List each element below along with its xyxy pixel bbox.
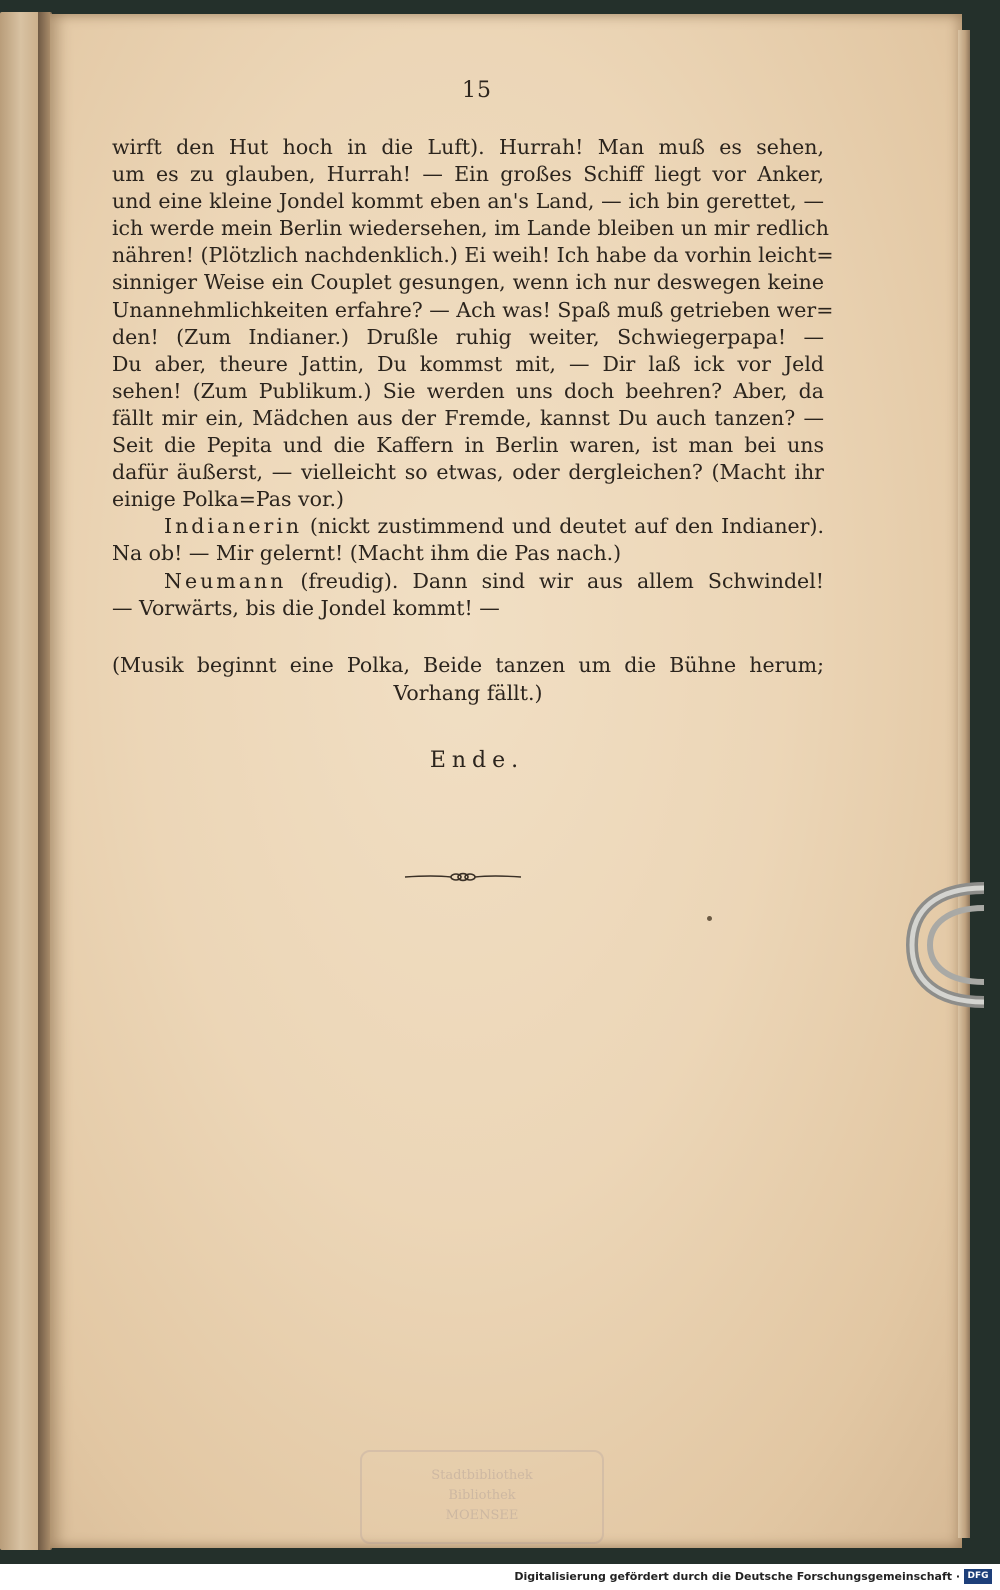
body-line: dafür äußerst, — vielleicht so etwas, oder dergleichen? (Macht ihr [112,460,824,485]
body-line: einige Polka=Pas vor.) [112,487,345,512]
body-line: den! (Zum Indianer.) Drußle ruhig weiter, Schwiegerpapa! — [112,324,824,349]
speaker-indianerin: Indianerin [164,514,303,539]
body-line: Unannehmlichkeiten erfahre? — Ach was! Spaß muß getrieben wer= [112,297,834,322]
stamp-line-2: Bibliothek [448,1488,516,1503]
library-stamp [360,1450,604,1544]
body-line: sinniger Weise ein Couplet gesungen, wenn ich nur deswegen keine [112,270,824,295]
page-number: 15 [462,78,492,103]
ornament-divider [403,870,523,884]
body-line: ich werde mein Berlin wiedersehen, im Lande bleiben un mir redlich [112,216,829,241]
ink-speck [707,916,712,921]
body-line: Du aber, theure Jattin, Du kommst mit, — Dir laß ick vor Jeld [112,351,824,376]
speaker-neumann: Neumann [164,568,287,593]
indianerin-line-1 [112,513,824,540]
page-stack-edge [958,30,970,1538]
stamp-line-1: Stadtbibliothek [431,1468,533,1483]
stage-direction-line-2: Vorhang fällt.) [393,680,543,705]
footer-bar [0,1564,1000,1590]
footer-credit: Digitalisierung gefördert durch die Deutsche Forschungsgemeinschaft · [514,1570,960,1583]
body-line: Seit die Pepita und die Kaffern in Berlin waren, ist man bei uns [112,433,824,458]
neumann-line-1 [112,568,824,595]
paper-clip [906,880,986,1010]
book-gutter [38,12,50,1550]
neumann-line-2: — Vorwärts, bis die Jondel kommt! — [112,595,500,620]
stamp-text [362,1466,602,1526]
neumann-speech: (freudig). Dann sind wir aus allem Schwindel! [300,568,824,593]
indianerin-line-2: Na ob! — Mir gelernt! (Macht ihm die Pas nach.) [112,541,622,566]
body-line: sehen! (Zum Publikum.) Sie werden uns doch beehren? Aber, da [112,378,824,403]
stage-direction [112,652,824,707]
body-text [112,134,834,622]
indianerin-direction: (nickt zustimmend und deutet auf den Indianer). [309,514,824,539]
body-line: um es zu glauben, Hurrah! — Ein großes Schiff liegt vor Anker, [112,162,824,187]
ende-heading: Ende. [429,748,525,773]
body-line: fällt mir ein, Mädchen aus der Fremde, kannst Du auch tanzen? — [112,405,824,430]
stamp-line-3: MOENSEE [445,1508,519,1523]
stage-direction-line-1: (Musik beginnt eine Polka, Beide tanzen um die Bühne herum; [112,653,824,677]
body-line: wirft den Hut hoch in die Luft). Hurrah! Man muß es sehen, [112,135,824,159]
body-line: und eine kleine Jondel kommt eben an's Land, — ich bin gerettet, — [112,189,824,214]
body-line: nähren! (Plötzlich nachdenklich.) Ei weih! Ich habe da vorhin leicht= [112,243,834,268]
dfg-logo: DFG [964,1569,992,1584]
